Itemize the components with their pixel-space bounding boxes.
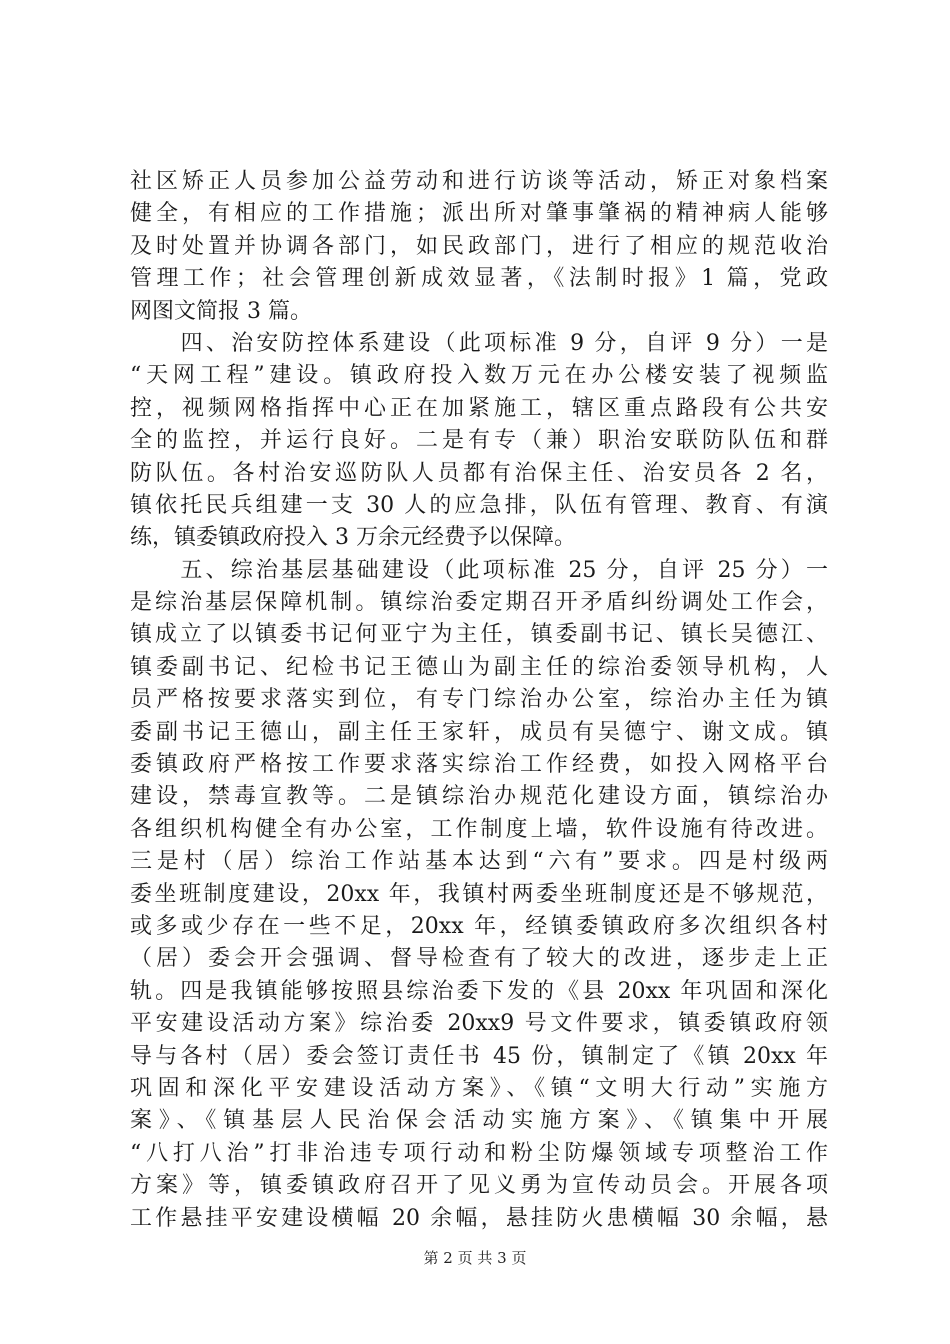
text-line: 委镇政府严格按工作要求落实综治工作经费，如投入网格平台 <box>130 752 828 778</box>
text-line: 全的监控，并运行良好。二是有专（兼）职治安联防队伍和群 <box>130 428 828 454</box>
text-line: （居）委会开会强调、督导检查有了较大的改进，逐步走上正 <box>130 946 828 972</box>
text-line: 方案》等，镇委镇政府召开了见义勇为宣传动员会。开展各项 <box>130 1173 828 1199</box>
text-line: 防队伍。各村治安巡防队人员都有治保主任、治安员各 2 名， <box>130 460 828 486</box>
text-line: 巩固和深化平安建设活动方案》、《镇“文明大行动”实施方 <box>130 1075 828 1101</box>
text-line: 导与各村（居）委会签订责任书 45 份，镇制定了《镇 20xx 年 <box>130 1043 828 1069</box>
text-line: 及时处置并协调各部门，如民政部门，进行了相应的规范收治 <box>130 233 828 259</box>
text-line: “天网工程”建设。镇政府投入数万元在办公楼安装了视频监 <box>130 363 828 389</box>
text-line: 三是村（居）综治工作站基本达到“六有”要求。四是村级两 <box>130 849 828 875</box>
text-line: 五、综治基层基础建设（此项标准 25 分，自评 25 分）一 <box>130 557 828 583</box>
text-line: 四、治安防控体系建设（此项标准 9 分，自评 9 分）一是 <box>130 330 828 356</box>
text-line: “八打八治”打非治违专项行动和粉尘防爆领域专项整治工作 <box>130 1140 828 1166</box>
text-line: 平安建设活动方案》综治委 20xx9 号文件要求，镇委镇政府领 <box>130 1011 828 1037</box>
text-line: 镇依托民兵组建一支 30 人的应急排，队伍有管理、教育、有演 <box>130 492 828 518</box>
text-line: 镇委副书记、纪检书记王德山为副主任的综治委领导机构，人 <box>130 654 828 680</box>
text-line: 工作悬挂平安建设横幅 20 余幅，悬挂防火患横幅 30 余幅，悬 <box>130 1205 828 1231</box>
text-line: 案》、《镇基层人民治保会活动实施方案》、《镇集中开展 <box>130 1108 828 1134</box>
text-line: 社区矫正人员参加公益劳动和进行访谈等活动，矫正对象档案 <box>130 169 828 194</box>
text-line: 练，镇委镇政府投入 3 万余元经费予以保障。 <box>130 525 576 551</box>
text-line: 或多或少存在一些不足，20xx 年，经镇委镇政府多次组织各村 <box>130 913 828 939</box>
text-line: 各组织机构健全有办公室，工作制度上墙，软件设施有待改进。 <box>130 816 828 842</box>
text-line: 委坐班制度建设，20xx 年，我镇村两委坐班制度还是不够规范， <box>130 881 828 907</box>
body-text <box>130 166 828 1235</box>
text-line: 轨。四是我镇能够按照县综治委下发的《县 20xx 年巩固和深化 <box>130 978 828 1004</box>
text-line: 委副书记王德山，副主任王家轩，成员有吴德宁、谢文成。镇 <box>130 719 828 745</box>
text-line: 员严格按要求落实到位，有专门综治办公室，综治办主任为镇 <box>130 687 828 713</box>
text-line: 是综治基层保障机制。镇综治委定期召开矛盾纠纷调处工作会， <box>130 590 828 616</box>
text-line: 控，视频网格指挥中心正在加紧施工，辖区重点路段有公共安 <box>130 395 828 421</box>
text-line: 网图文简报 3 篇。 <box>130 298 312 324</box>
text-line: 健全，有相应的工作措施；派出所对肇事肇祸的精神病人能够 <box>130 201 828 227</box>
page-footer: 第 2 页 共 3 页 <box>423 1249 527 1267</box>
text-line: 建设，禁毒宣教等。二是镇综治办规范化建设方面，镇综治办 <box>130 784 828 810</box>
text-line: 管理工作；社会管理创新成效显著，《法制时报》1 篇，党政 <box>130 266 828 292</box>
text-line: 镇成立了以镇委书记何亚宁为主任，镇委副书记、镇长吴德江、 <box>130 622 828 648</box>
